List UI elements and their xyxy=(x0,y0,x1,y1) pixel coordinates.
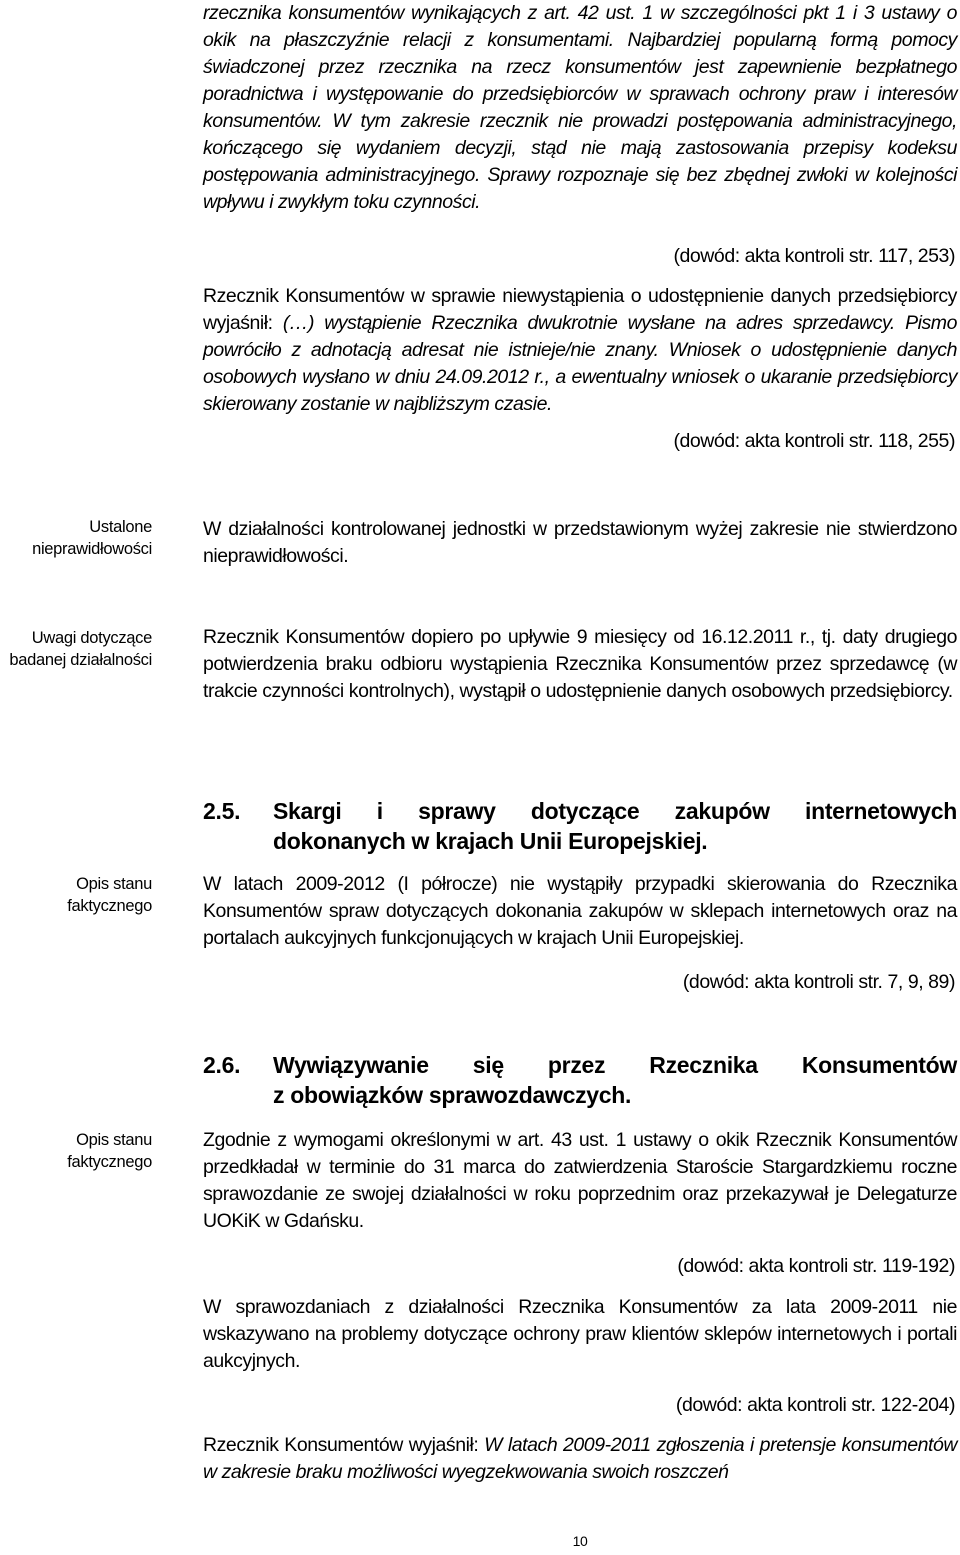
text3-intro: Rzecznik Konsumentów wyjaśnił: xyxy=(203,1434,485,1456)
section-title-line2: z obowiązków sprawozdawczych. xyxy=(273,1082,632,1108)
evidence-reference: (dowód: akta kontroli str. 7, 9, 89) xyxy=(682,971,955,993)
side-label-ustalone: Ustalone nieprawidłowości xyxy=(32,518,152,558)
side-label-uwagi: Uwagi dotyczące badanej działalności xyxy=(9,629,152,669)
section-title-line1: Skargi i sprawy dotyczące zakupów internetowych xyxy=(273,798,957,824)
page-number: 10 xyxy=(572,1533,588,1549)
section-2-6-text-2: W sprawozdaniach z działalności Rzecznika Konsumentów za lata 2009-2011 nie wskazywano na problemy dotyczące ochrony praw klientów sklepów internetowych i portali aukcyjnych. xyxy=(203,1296,957,1372)
section-2-6-text-1: Zgodnie z wymogami określonymi w art. 43 ust. 1 ustawy o okik Rzecznik Konsumentów przedkładał w terminie do 31 marca do zatwierdzenia Staroście Stargardzkiemu roczne sprawozdanie ze swojej działalności w roku poprzednim oraz przekazywał je Delegaturze UOKiK w Gdańsku. xyxy=(203,1129,957,1232)
section-2-5-text: W latach 2009-2012 (I półrocze) nie wystąpiły przypadki skierowania do Rzecznika Konsumentów spraw dotyczących dokonania zakupów w sklepach internetowych oraz na portalach aukcyjnych funkcjonujących w krajach Unii Europejskiej. xyxy=(203,873,957,949)
section-heading-2-5 xyxy=(203,796,957,856)
section-number: 2.5. xyxy=(203,798,241,824)
evidence-reference: (dowód: akta kontroli str. 118, 255) xyxy=(673,430,955,452)
side-label-opis-2-6: Opis stanu faktycznego xyxy=(67,1131,152,1171)
ustalone-text: W działalności kontrolowanej jednostki w przedstawionym wyżej zakresie nie stwierdzono nieprawidłowości. xyxy=(203,518,957,567)
uwagi-text: Rzecznik Konsumentów dopiero po upływie 9 miesięcy od 16.12.2011 r., tj. daty drugiego potwierdzenia braku odbioru wystąpienia Rzecznika Konsumentów przez sprzedawcę (w trakcie czynności kontrolnych), wystąpił o udostępnienie danych osobowych przedsiębiorcy. xyxy=(203,626,957,702)
evidence-reference: (dowód: akta kontroli str. 119-192) xyxy=(677,1255,955,1277)
paragraph-explanation xyxy=(203,283,957,418)
section-title-line1: Wywiązywanie się przez Rzecznika Konsumentów xyxy=(273,1052,957,1078)
explanation-quote: (…) wystąpienie Rzecznika dwukrotnie wysłane na adres sprzedawcy. Pismo powróciło z adnotacją adresat nie istnieje/nie znany. Wniosek o udostępnienie danych osobowych wysłano w dniu 24.09.2012 r., a ewentualny wniosek o ukaranie przedsiębiorcy skierowany zostanie w najbliższym czasie. xyxy=(203,312,957,415)
section-title-line2: dokonanych w krajach Unii Europejskiej. xyxy=(273,828,708,854)
evidence-reference: (dowód: akta kontroli str. 122-204) xyxy=(675,1394,955,1416)
section-2-6-text-3 xyxy=(203,1432,957,1486)
text3-quote: W latach 2009-2011 zgłoszenia i pretensje konsumentów w zakresie braku możliwości wyegzekwowania swoich roszczeń xyxy=(203,1434,957,1483)
section-number: 2.6. xyxy=(203,1052,241,1078)
paragraph-italic: rzecznika konsumentów wynikających z art. 42 ust. 1 w szczególności pkt 1 i 3 ustawy o okik na płaszczyźnie relacji z konsumentami. Najbardziej popularną formą pomocy świadczonej przez rzecznika na rzecz konsumentów jest zapewnienie bezpłatnego poradnictwa i występowanie do przedsiębiorców w sprawach ochrony praw i interesów konsumentów. W tym zakresie rzecznik nie prowadzi postępowania administracyjnego, kończącego się wydaniem decyzji, stąd nie mają zastosowania przepisy kodeksu postępowania administracyjnego. Sprawy rozpoznaje się bez zbędnej zwłoki w kolejności wpływu i zwykłym toku czynności. xyxy=(203,2,957,213)
side-label-opis-2-5: Opis stanu faktycznego xyxy=(67,875,152,915)
evidence-reference: (dowód: akta kontroli str. 117, 253) xyxy=(673,245,955,267)
explanation-intro: Rzecznik Konsumentów w sprawie niewystąpienia o udostępnienie danych przedsiębiorcy wyjaśnił: xyxy=(203,285,957,334)
section-heading-2-6 xyxy=(203,1050,957,1110)
